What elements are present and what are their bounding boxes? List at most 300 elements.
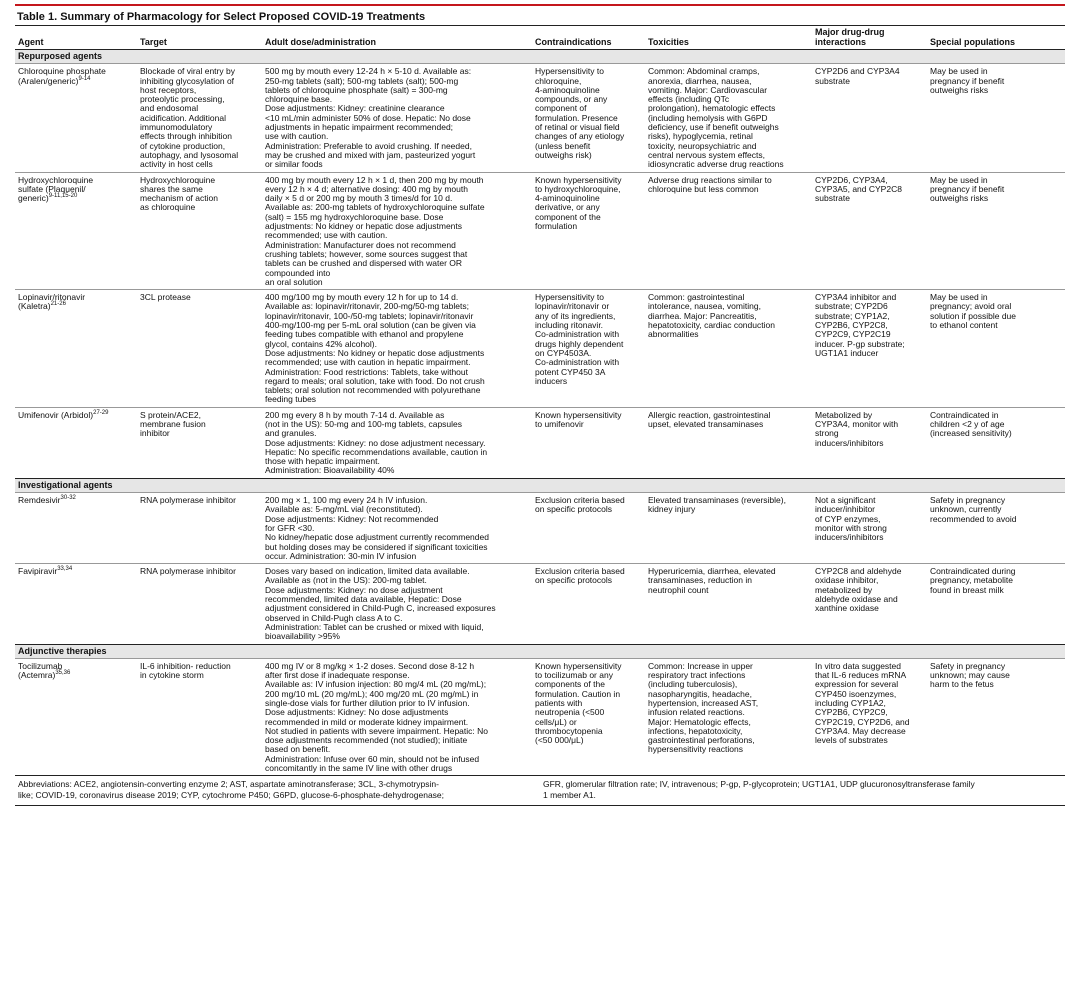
cell-contraindications (532, 64, 645, 172)
cell-dose-text: recommended, limited data available, Hepatic: Dose (265, 594, 462, 605)
cell-toxicities-text: Allergic reaction, gastrointestinal (648, 409, 771, 420)
cell-special-populations-text: pregnancy if benefit (930, 75, 1005, 86)
cell-dose-text: Available as: 5-mg/mL vial (reconstituted). (265, 504, 423, 515)
cell-dose-text: 250-mg tablets (salt); 500-mg tablets (salt); 500-mg (265, 75, 459, 86)
cell-target-text: effects through inhibition (140, 131, 232, 142)
cell-toxicities-text: respiratory tract infections (648, 670, 746, 681)
pharmacology-table (15, 26, 1065, 776)
cell-special-populations-text: found in breast milk (930, 584, 1004, 595)
table-row (15, 407, 1065, 478)
cell-toxicities-text: (including hemolysis with G6PD (648, 112, 768, 123)
cell-agent-line (18, 671, 134, 680)
cell-dose-text: Hepatic: No specific recommendations available, caution in (265, 446, 488, 457)
cell-drug-interactions-line (815, 533, 924, 542)
header-agent: Agent (15, 26, 137, 50)
cell-special-populations-text: to ethanol content (930, 320, 998, 331)
cell-toxicities-line (648, 586, 809, 595)
cell-drug-interactions-text: CYP2B6, CYP2C8, (815, 320, 888, 331)
cell-drug-interactions-line (815, 604, 924, 613)
cell-contraindications-text: Exclusion criteria based (535, 495, 625, 506)
cell-contraindications-text: derivative, or any (535, 202, 600, 213)
cell-contraindications-text: to umifenovir (535, 418, 584, 429)
cell-dose-text: Available as (not in the US): 200-mg tablet. (265, 575, 427, 586)
cell-target-text: IL-6 inhibition- reduction (140, 660, 231, 671)
cell-dose-text: Administration: Food restrictions: Tablets, take without (265, 366, 468, 377)
cell-drug-interactions-text: substrate; CYP2D6 (815, 301, 888, 312)
cell-agent-text: Favipiravir (18, 566, 58, 577)
cell-toxicities-text: kidney injury (648, 504, 696, 515)
cell-target (137, 172, 262, 290)
section-row (15, 50, 1065, 64)
cell-toxicities-line (648, 745, 809, 754)
table-title: Table 1. Summary of Pharmacology for Select Proposed COVID-19 Treatments (17, 11, 426, 23)
cell-special-populations-text: May be used in (930, 66, 988, 77)
cell-dose-text: Administration: Bioavailability 40% (265, 465, 395, 476)
cell-dose-text: 400 mg IV or 8 mg/kg × 1-2 doses. Second dose 8-12 h (265, 660, 475, 671)
cell-target-text: shares the same (140, 183, 203, 194)
cell-special-populations-text: outweighs risks (930, 193, 989, 204)
cell-toxicities (645, 493, 812, 564)
cell-drug-interactions-text: CYP450 isoenzymes, (815, 688, 897, 699)
cell-special-populations (927, 407, 1065, 478)
cell-dose-text: recommended; use with caution in hepatic impairment. (265, 357, 471, 368)
cell-drug-interactions-line (815, 194, 924, 203)
cell-contraindications-text: potent CYP450 3A (535, 366, 606, 377)
cell-toxicities (645, 564, 812, 644)
cell-dose-text: daily × 5 d or 200 mg by mouth 3 times/d for 10 d. (265, 193, 453, 204)
reference-superscript: 9-14 (78, 75, 91, 82)
cell-contraindications-text: Hypersensitivity to (535, 66, 604, 77)
cell-toxicities-line (648, 160, 809, 169)
cell-dose-text: feeding tubes (265, 394, 317, 405)
header-row (15, 26, 1065, 50)
table-row (15, 493, 1065, 564)
cell-contraindications-text: formulation. Presence (535, 112, 618, 123)
cell-drug-interactions-text: strong (815, 428, 839, 439)
cell-contraindications-line (535, 377, 642, 386)
header-dose: Adult dose/administration (262, 26, 532, 50)
cell-dose-text: 400 mg/100 mg by mouth every 12 h for up to 14 d. (265, 292, 459, 303)
cell-agent (15, 658, 137, 776)
cell-dose-text: adjustments in hepatic impairment recommended; (265, 122, 454, 133)
cell-drug-interactions-line (815, 736, 924, 745)
cell-agent (15, 493, 137, 564)
cell-toxicities (645, 64, 812, 172)
abbreviation-line: GFR, glomerular filtration rate; IV, intravenous; P-gp, P-glycoprotein; UGT1A1, UDP glucuronosyltransferase family (543, 779, 975, 790)
cell-dose-text: Not studied in patients with severe impairment. Hepatic: No (265, 725, 488, 736)
cell-dose-text: 200 mg every 8 h by mouth 7-14 d. Available as (265, 409, 445, 420)
cell-contraindications (532, 493, 645, 564)
reference-superscript: 21-26 (50, 301, 66, 308)
cell-dose-text: Dose adjustments: No kidney or hepatic dose adjustments (265, 347, 485, 358)
cell-special-populations-text: Contraindicated during (930, 566, 1016, 577)
cell-target-text: membrane fusion (140, 418, 206, 429)
cell-toxicities-text: hepatotoxicity, cardiac conduction (648, 320, 775, 331)
cell-dose-text: use with caution. (265, 131, 329, 142)
reference-superscript: 35,36 (55, 670, 71, 677)
cell-contraindications-text: any of its ingredients, (535, 310, 616, 321)
cell-target-text: inhibitor (140, 428, 170, 439)
cell-contraindications-text: including ritonavir. (535, 320, 604, 331)
cell-toxicities-line (648, 505, 809, 514)
cell-toxicities-text: Major: Hematologic effects, (648, 716, 751, 727)
cell-target-text: mechanism of action (140, 193, 218, 204)
cell-dose-text: Dose adjustments: Kidney: no dose adjustment (265, 584, 443, 595)
cell-contraindications-text: component of the (535, 211, 601, 222)
cell-drug-interactions-text: that IL-6 reduces mRNA (815, 670, 907, 681)
cell-dose-text: recommended in mild or moderate kidney impairment. (265, 716, 469, 727)
cell-target-text: S protein/ACE2, (140, 409, 201, 420)
cell-contraindications-text: components of the (535, 679, 605, 690)
cell-drug-interactions-text: aldehyde oxidase and (815, 594, 898, 605)
cell-contraindications-text: Co-administration with (535, 329, 620, 340)
cell-target-text: activity in host cells (140, 159, 213, 170)
reference-superscript: 30-32 (60, 495, 76, 502)
cell-target-text: 3CL protease (140, 292, 191, 303)
cell-drug-interactions (812, 172, 927, 290)
cell-agent-line (18, 567, 134, 576)
cell-agent-line (18, 496, 134, 505)
cell-toxicities-text: central nervous system effects, (648, 149, 766, 160)
reference-superscript: 33,34 (57, 566, 73, 573)
cell-dose-text: and granules. (265, 428, 317, 439)
cell-dose-text: glycol, contains 42% alcohol). (265, 338, 377, 349)
cell-target (137, 564, 262, 644)
cell-drug-interactions-text: CYP2C9, CYP2C19 (815, 329, 891, 340)
cell-dose-text: Doses vary based on indication, limited data available. (265, 566, 470, 577)
cell-dose-text: compounded into (265, 267, 331, 278)
cell-dose-text: 200 mg × 1, 100 mg every 24 h IV infusion. (265, 495, 428, 506)
cell-drug-interactions-line (815, 77, 924, 86)
cell-target-text: acidification. Additional (140, 112, 227, 123)
cell-drug-interactions-text: metabolized by (815, 584, 873, 595)
cell-agent-text: Hydroxychloroquine (18, 174, 94, 185)
table-row (15, 564, 1065, 644)
cell-contraindications-text: neutropenia (<500 (535, 707, 605, 718)
cell-dose-text: those with hepatic impairment. (265, 456, 380, 467)
cell-special-populations-text: children <2 y of age (930, 418, 1005, 429)
cell-contraindications-text: lopinavir/ritonavir or (535, 301, 610, 312)
cell-agent-text: (Kaletra) (18, 301, 51, 312)
cell-toxicities (645, 658, 812, 776)
cell-contraindications-text: Known hypersensitivity (535, 660, 622, 671)
cell-drug-interactions-text: CYP3A4, monitor with (815, 418, 899, 429)
cell-contraindications (532, 658, 645, 776)
cell-contraindications-text: on specific protocols (535, 575, 613, 586)
cell-toxicities-text: infections, hepatotoxicity, (648, 725, 743, 736)
cell-toxicities-text: Elevated transaminases (reversible), (648, 495, 786, 506)
cell-target-text: in cytokine storm (140, 670, 204, 681)
cell-dose-text: single-dose vials for further dilution prior to IV infusion. (265, 698, 470, 708)
cell-contraindications (532, 564, 645, 644)
cell-special-populations-line (930, 680, 1062, 689)
cell-agent-text: Chloroquine phosphate (18, 66, 106, 77)
cell-target-text: autophagy, and lysosomal (140, 149, 239, 160)
cell-contraindications-line (535, 736, 642, 745)
cell-toxicities (645, 172, 812, 290)
cell-drug-interactions (812, 493, 927, 564)
table-body (15, 50, 1065, 776)
cell-special-populations-text: May be used in (930, 174, 988, 185)
cell-dose-text: regard to meals; oral solution, take with food. Do not crush (265, 375, 485, 386)
cell-contraindications (532, 290, 645, 408)
cell-contraindications-text: on CYP4503A. (535, 347, 592, 358)
bottom-rule (15, 805, 1065, 806)
cell-dose-text: recommended; use with caution. (265, 230, 388, 241)
cell-dose-line (265, 395, 529, 404)
cell-dose-text: for GFR <30. (265, 522, 315, 533)
cell-toxicities-text: diarrhea. Major: Pancreatitis, (648, 310, 757, 321)
cell-dose-text: Administration: Manufacturer does not recommend (265, 239, 456, 250)
cell-dose-text: 400-mg/100-mg per 5-mL oral solution (can be given via (265, 320, 476, 331)
cell-contraindications-line (535, 151, 642, 160)
cell-toxicities-text: Common: Increase in upper (648, 660, 753, 671)
cell-target-text: of cytokine production, (140, 140, 226, 151)
cell-dose-text: may be crushed and mixed with jam, pasteurized yogurt (265, 149, 476, 160)
cell-dose (262, 64, 532, 172)
cell-drug-interactions-text: of CYP enzymes, (815, 513, 881, 524)
cell-toxicities-text: Common: Abdominal cramps, (648, 66, 760, 77)
table-row (15, 290, 1065, 408)
cell-target-text: RNA polymerase inhibitor (140, 495, 236, 506)
cell-drug-interactions-text: including CYP1A2, (815, 698, 886, 708)
cell-contraindications (532, 172, 645, 290)
cell-special-populations-text: harm to the fetus (930, 679, 994, 690)
cell-dose-text: Dose adjustments: Kidney: Not recommended (265, 513, 439, 524)
abbreviation-line: like; COVID-19, coronavirus disease 2019; CYP, cytochrome P450; G6PD, glucose-6-phosphate-dehydrogenase; (18, 790, 445, 801)
accent-rule (15, 4, 1065, 6)
cell-toxicities-text: Common: gastrointestinal (648, 292, 745, 303)
abbreviation-line: 1 member A1. (543, 790, 596, 801)
cell-dose-text: adjustment considered in Child-Pugh C, increased exposures (265, 603, 496, 614)
cell-dose-text: concomitantly in the same IV line with other drugs (265, 763, 453, 774)
cell-special-populations (927, 290, 1065, 408)
cell-dose-text: No kidney/hepatic dose adjustment currently recommended (265, 532, 489, 543)
cell-drug-interactions-text: inducer/inhibitor (815, 504, 876, 515)
cell-dose-text: Dose adjustments: Kidney: no dose adjustment necessary. (265, 437, 486, 448)
section-row (15, 478, 1065, 492)
cell-target-line (140, 203, 259, 212)
cell-contraindications-line (535, 505, 642, 514)
cell-toxicities-text: nasopharyngitis, headache, (648, 688, 752, 699)
cell-dose-text: Dose adjustments: Kidney: No dose adjustments (265, 707, 449, 718)
cell-drug-interactions (812, 564, 927, 644)
cell-contraindications-text: on specific protocols (535, 504, 613, 515)
cell-toxicities (645, 407, 812, 478)
cell-agent-text: Lopinavir/ritonavir (18, 292, 86, 303)
cell-special-populations (927, 64, 1065, 172)
cell-contraindications-line (535, 222, 642, 231)
cell-contraindications-text: of retinal or visual field (535, 122, 620, 133)
cell-contraindications-text: Known hypersensitivity (535, 409, 622, 420)
cell-contraindications-text: chloroquine, (535, 75, 582, 86)
cell-target (137, 290, 262, 408)
cell-toxicities-text: idiosyncratic adverse drug reactions (648, 159, 784, 170)
cell-contraindications-text: changes of any etiology (535, 131, 625, 142)
cell-dose-text: <10 mL/min administer 50% of dose. Hepatic: No dose (265, 112, 471, 123)
cell-drug-interactions-text: CYP2D6 and CYP3A4 (815, 66, 900, 77)
cell-drug-interactions-text: Metabolized by (815, 409, 873, 420)
cell-contraindications-text: (unless benefit (535, 140, 591, 151)
cell-contraindications-text: inducers (535, 375, 568, 386)
cell-contraindications-line (535, 576, 642, 585)
cell-special-populations-line (930, 429, 1062, 438)
cell-agent-text: (Actemra) (18, 670, 56, 681)
cell-dose-text: crushing tablets; however, some sources suggest that (265, 248, 468, 259)
cell-target-line (140, 671, 259, 680)
abbreviations-footnote (15, 776, 1065, 801)
cell-dose-text: tablets can be crushed and dispersed with water OR (265, 258, 463, 269)
cell-dose-line (265, 764, 529, 773)
cell-dose-text: lopinavir/ritonavir, 100-/50-mg tablets; lopinavir/ritonavir (265, 310, 474, 321)
cell-target-line (140, 160, 259, 169)
cell-dose-text: dose adjustments recommended (not studied); initiate (265, 735, 468, 746)
cell-agent-line (18, 77, 134, 86)
cell-dose-text: Available as: lopinavir/ritonavir, 200-mg/50-mg tablets; (265, 301, 469, 312)
cell-agent (15, 407, 137, 478)
cell-target-line (140, 293, 259, 302)
cell-special-populations (927, 493, 1065, 564)
cell-agent (15, 290, 137, 408)
cell-toxicities-text: effects (including QTc (648, 94, 730, 105)
cell-drug-interactions-text: levels of substrates (815, 735, 888, 746)
cell-agent (15, 64, 137, 172)
table-row (15, 64, 1065, 172)
cell-toxicities-text: neutrophil count (648, 584, 709, 595)
cell-special-populations-line (930, 321, 1062, 330)
cell-contraindications-text: component of (535, 103, 587, 114)
cell-drug-interactions-text: inducers/inhibitors (815, 532, 884, 543)
cell-dose-text: or similar foods (265, 159, 323, 170)
cell-target-text: and endosomal (140, 103, 199, 114)
cell-contraindications (532, 407, 645, 478)
cell-toxicities-text: risks), hypoglycemia, retinal (648, 131, 753, 142)
cell-special-populations-text: pregnancy; avoid oral (930, 301, 1012, 312)
cell-special-populations-text: Safety in pregnancy (930, 660, 1006, 671)
cell-target-text: Blockade of viral entry by (140, 66, 235, 77)
cell-target-text: host receptors, (140, 84, 197, 95)
cell-drug-interactions (812, 290, 927, 408)
cell-dose-text: based on benefit. (265, 744, 331, 755)
cell-toxicities-text: gastrointestinal perforations, (648, 735, 755, 746)
cell-drug-interactions-text: substrate; CYP1A2, (815, 310, 890, 321)
cell-agent-text: Umifenovir (Arbidol) (18, 409, 94, 420)
cell-special-populations (927, 564, 1065, 644)
cell-dose-text: tablets; oral solution not recommended with polyurethane (265, 385, 481, 396)
cell-contraindications-text: to tocilizumab or any (535, 670, 613, 681)
cell-dose-line (265, 632, 529, 641)
cell-contraindications-text: thrombocytopenia (535, 725, 603, 736)
cell-special-populations-line (930, 515, 1062, 524)
cell-target-text: RNA polymerase inhibitor (140, 566, 236, 577)
cell-dose-text: every 12 h × 4 d; alternative dosing: 400 mg by mouth (265, 183, 468, 194)
cell-toxicities-text: infusion related reactions. (648, 707, 745, 718)
cell-toxicities-line (648, 185, 809, 194)
cell-toxicities-text: anorexia, diarrhea, nausea, (648, 75, 752, 86)
cell-drug-interactions-text: inducer. P-gp substrate; (815, 338, 905, 349)
cell-target-text: inhibiting glycosylation of (140, 75, 235, 86)
cell-dose-text: 400 mg by mouth every 12 h × 1 d, then 200 mg by mouth (265, 174, 484, 185)
cell-agent-line (18, 411, 134, 420)
cell-special-populations-text: pregnancy if benefit (930, 183, 1005, 194)
cell-toxicities-text: upset, elevated transaminases (648, 418, 764, 429)
cell-dose-text: Dose adjustments: Kidney: creatinine clearance (265, 103, 445, 114)
cell-drug-interactions-text: CYP3A4. May decrease (815, 725, 906, 736)
cell-agent-text: Remdesivir (18, 495, 61, 506)
cell-dose-text: (not in the US): 50-mg and 100-mg tablets, capsules (265, 418, 463, 429)
cell-special-populations-text: solution if possible due (930, 310, 1017, 321)
cell-drug-interactions-line (815, 349, 924, 358)
cell-dose-line (265, 466, 529, 475)
cell-dose-text: but holding doses may be considered if significant toxicities (265, 541, 488, 552)
cell-special-populations-text: Safety in pregnancy (930, 495, 1006, 506)
cell-contraindications-text: compounds, or any (535, 94, 608, 105)
cell-toxicities-text: hypertension, increased AST, (648, 698, 759, 708)
cell-drug-interactions-text: CYP2C8 and aldehyde (815, 566, 902, 577)
cell-toxicities-text: (including tuberculosis), (648, 679, 738, 690)
cell-special-populations-line (930, 86, 1062, 95)
cell-drug-interactions-text: Not a significant (815, 495, 876, 506)
cell-target-text: Hydroxychloroquine (140, 174, 216, 185)
cell-dose-text: 200 mg/10 mL (20 mg/mL); 400 mg/20 mL (20 mg/mL) in (265, 688, 479, 699)
cell-dose-text: after first dose if inadequate response. (265, 670, 410, 681)
cell-contraindications-text: 4-aminoquinoline (535, 193, 600, 204)
cell-target-text: proteolytic processing, (140, 94, 225, 105)
cell-drug-interactions-text: monitor with strong (815, 522, 887, 533)
cell-special-populations-text: unknown; may cause (930, 670, 1010, 681)
cell-drug-interactions-text: xanthine oxidase (815, 603, 879, 614)
cell-agent (15, 564, 137, 644)
header-toxicities: Toxicities (645, 26, 812, 50)
header-ddi-line: Major drug-drug (815, 27, 885, 37)
cell-agent-text: (Aralen/generic) (18, 75, 79, 86)
cell-target-text: immunomodulatory (140, 122, 213, 133)
header-ddi-line: interactions (815, 37, 867, 47)
cell-contraindications-text: to hydroxychloroquine, (535, 183, 621, 194)
cell-toxicities-text: prolongation), hematologic effects (648, 103, 776, 114)
cell-drug-interactions (812, 658, 927, 776)
abbreviation-line: Abbreviations: ACE2, angiotensin-converting enzyme 2; AST, aspartate aminotransferase; 3CL, 3-chymotrypsin- (18, 779, 439, 790)
cell-drug-interactions-text: CYP2B6, CYP2C9, (815, 707, 888, 718)
cell-toxicities-text: abnormalities (648, 329, 699, 340)
cell-drug-interactions-text: UGT1A1 inducer (815, 347, 879, 358)
cell-dose (262, 407, 532, 478)
cell-target (137, 493, 262, 564)
cell-dose (262, 290, 532, 408)
cell-dose-text: Administration: Infuse over 60 min, should not be infused (265, 753, 480, 764)
cell-agent-line (18, 194, 134, 203)
cell-special-populations-text: outweighs risks (930, 84, 989, 95)
cell-dose-text: bioavailability >95% (265, 631, 340, 642)
reference-superscript: 9-11,15-20 (48, 193, 78, 200)
cell-contraindications-text: 4-aminoquinoline (535, 84, 600, 95)
cell-agent-line (18, 302, 134, 311)
cell-contraindications-text: formulation (535, 221, 578, 232)
cell-drug-interactions-text: substrate (815, 193, 850, 204)
cell-target-line (140, 496, 259, 505)
cell-dose (262, 493, 532, 564)
cell-special-populations-line (930, 586, 1062, 595)
document-page (15, 4, 1065, 806)
cell-agent (15, 172, 137, 290)
section-row (15, 644, 1065, 658)
cell-drug-interactions-text: oxidase inhibitor, (815, 575, 879, 586)
cell-dose-line (265, 278, 529, 287)
cell-dose (262, 658, 532, 776)
cell-agent-text: Tocilizumab (18, 660, 63, 671)
cell-special-populations-text: pregnancy, metabolite (930, 575, 1014, 586)
cell-special-populations-text: recommended to avoid (930, 513, 1017, 524)
